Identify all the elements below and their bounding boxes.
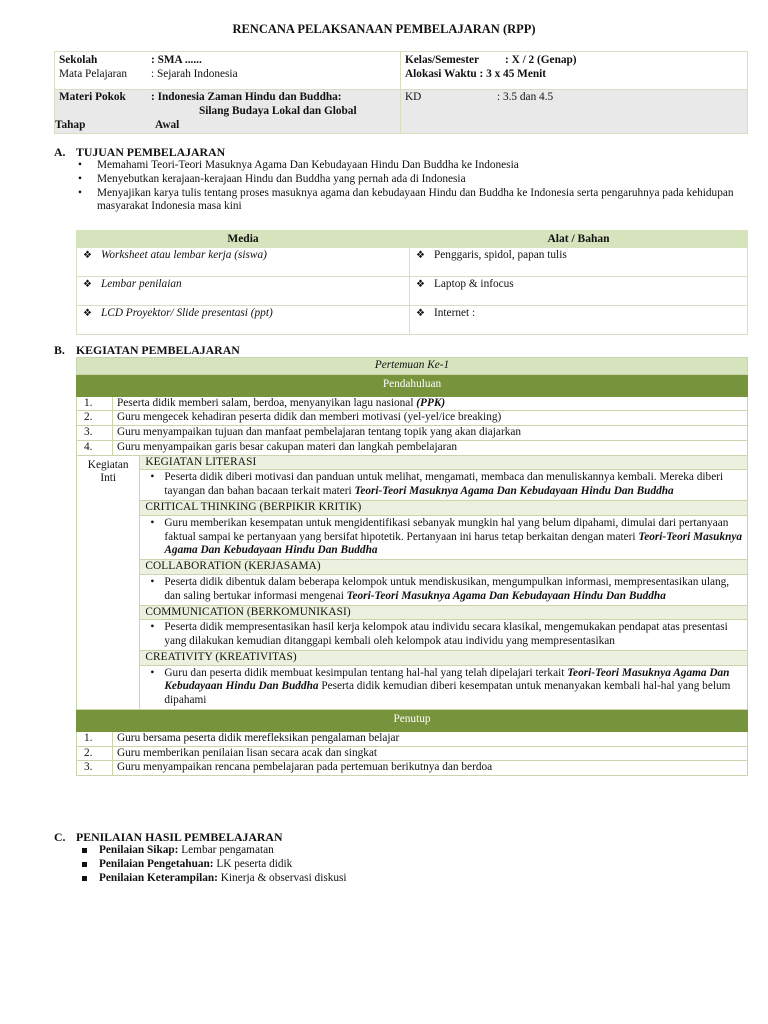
media-cell: [77, 306, 410, 335]
section-a-heading: [54, 145, 225, 159]
kd-label: KD: [405, 91, 422, 103]
penilaian-label: Penilaian Pengetahuan:: [99, 857, 214, 870]
square-bullet-icon: [82, 862, 87, 867]
bullet-icon: •: [150, 471, 155, 484]
alat-text: Laptop & infocus: [434, 278, 514, 291]
critical-heading: CRITICAL THINKING (BERPIKIR KRITIK): [140, 501, 748, 516]
tahap-label: Tahap: [55, 118, 86, 131]
tahap-value: Awal: [155, 118, 180, 131]
row-number: 2.: [77, 411, 113, 426]
communication-content: [140, 620, 748, 651]
bullet-icon: •: [150, 516, 155, 529]
tujuan-item: [76, 187, 748, 215]
pendahuluan-band: Pendahuluan: [77, 374, 748, 396]
creativity-text-tail: Peserta didik kemudian diberi kesempatan untuk menanyakan kembali hal-hal yang belum dipahami: [164, 680, 731, 707]
pendahuluan-row: [77, 426, 748, 441]
row-text-emphasis: (PPK): [416, 396, 446, 409]
penilaian-item: [78, 858, 738, 872]
tujuan-item-text: Menyebutkan kerajaan-kerajaan Hindu dan Buddha yang pernah ada di Indonesia: [97, 172, 466, 185]
alat-cell: [410, 306, 748, 335]
section-c-number: C.: [54, 830, 66, 844]
media-text: LCD Proyektor/ Slide presentasi (ppt): [101, 307, 273, 320]
alat-cell: [410, 277, 748, 306]
pendahuluan-row: [77, 440, 748, 455]
bullet-icon: •: [150, 666, 155, 679]
row-text-main: Peserta didik memberi salam, berdoa, menyanyikan lagu nasional: [117, 396, 417, 409]
media-text: Worksheet atau lembar kerja (siswa): [101, 249, 267, 262]
row-text: Guru mengecek kehadiran peserta didik dan memberi motivasi (yel-yel/ice breaking): [113, 411, 748, 426]
media-cell: [77, 248, 410, 277]
penilaian-item: [78, 844, 738, 858]
literasi-heading: KEGIATAN LITERASI: [140, 455, 748, 470]
section-b-heading: [54, 343, 240, 357]
alat-text: Penggaris, spidol, papan tulis: [434, 249, 567, 262]
critical-content: [140, 515, 748, 559]
critical-text: Guru memberikan kesempatan untuk mengidentifikasi sebanyak mungkin hal yang belum dipahami, dimulai dari pertanyaan faktual sampai ke pertanyaan yang bersifat hipotetik. Pertanyaan ini harus tetap berkaitan dengan materi: [164, 516, 729, 543]
kelas-label: Kelas/Semester: [405, 54, 480, 66]
square-bullet-icon: [82, 848, 87, 853]
row-number: 4.: [77, 440, 113, 455]
literasi-content: [140, 470, 748, 501]
bullet-icon: •: [150, 621, 155, 634]
literasi-emphasis: Teori-Teori Masuknya Agama Dan Kebudayaan Hindu Dan Buddha: [354, 485, 674, 498]
kegiatan-inti-label: [77, 455, 140, 709]
penutup-row: [77, 731, 748, 746]
collaboration-heading: COLLABORATION (KERJASAMA): [140, 560, 748, 575]
bullet-icon: •: [150, 575, 155, 588]
penilaian-item: [78, 872, 738, 886]
alokasi-value: : 3 x 45 Menit: [479, 67, 547, 80]
penilaian-value: LK peserta didik: [213, 857, 293, 870]
creativity-text: Guru dan peserta didik membuat kesimpulan tentang hal-hal yang telah dipelajari terkait: [164, 666, 568, 679]
penutup-row: [77, 761, 748, 776]
sekolah-value: : SMA ......: [151, 54, 202, 66]
penilaian-list: [78, 844, 738, 885]
identity-left-bottom: [55, 90, 401, 134]
materi-value-2: Silang Budaya Lokal dan Global: [199, 104, 357, 117]
creativity-heading: CREATIVITY (KREATIVITAS): [140, 650, 748, 665]
materi-label: Materi Pokok: [59, 91, 126, 103]
literasi-text: Peserta didik diberi motivasi dan panduan untuk melihat, mengamati, membaca dan menuliskannya kembali. Mereka diberi tayangan dan bahan bacaan terkait materi: [164, 471, 724, 498]
penilaian-label: Penilaian Keterampilan:: [99, 871, 218, 884]
identity-right-top: [401, 52, 748, 90]
materi-value-1: : Indonesia Zaman Hindu dan Buddha:: [151, 91, 342, 103]
row-text: Guru menyampaikan rencana pembelajaran pada pertemuan berikutnya dan berdoa: [113, 761, 748, 776]
row-text: Guru memberikan penilaian lisan secara acak dan singkat: [113, 746, 748, 761]
diamond-bullet-icon: ❖: [416, 308, 425, 320]
alokasi-label: Alokasi Waktu: [405, 67, 477, 80]
creativity-emphasis: Teori-Teori Masuknya Agama Dan Kebudayaan Hindu Dan Buddha: [164, 666, 730, 693]
mapel-value: : Sejarah Indonesia: [151, 67, 238, 80]
collaboration-emphasis: Teori-Teori Masuknya Agama Dan Kebudayaan Hindu Dan Buddha: [346, 589, 666, 602]
bullet-icon: •: [78, 172, 82, 185]
row-text: [113, 396, 748, 411]
row-text: Guru menyampaikan garis besar cakupan materi dan langkah pembelajaran: [113, 440, 748, 455]
mapel-label: Mata Pelajaran: [59, 67, 128, 80]
diamond-bullet-icon: ❖: [83, 279, 92, 291]
inti-label-line-2: Inti: [100, 472, 117, 485]
media-header: Media: [77, 231, 410, 248]
row-number: 2.: [77, 746, 113, 761]
row-text: Guru bersama peserta didik merefleksikan pengalaman belajar: [113, 731, 748, 746]
communication-text: Peserta didik mempresentasikan hasil kerja kelompok atau individu secara klasikal, mengemukakan pendapat atas presentasi yang dilakukan kemudian ditanggapi kembali oleh kelompok atau individu yang mempresentasikan: [164, 621, 728, 648]
square-bullet-icon: [82, 876, 87, 881]
section-b-number: B.: [54, 343, 65, 357]
alat-text: Internet :: [434, 307, 476, 320]
sekolah-label: Sekolah: [59, 54, 98, 66]
media-cell: [77, 277, 410, 306]
penutup-row: [77, 746, 748, 761]
row-number: 1.: [77, 396, 113, 411]
tujuan-item-text: Memahami Teori-Teori Masuknya Agama Dan Kebudayaan Hindu Dan Buddha ke Indonesia: [97, 159, 519, 171]
bullet-icon: •: [78, 159, 82, 171]
kegiatan-table: [76, 357, 748, 776]
communication-heading: COMMUNICATION (BERKOMUNIKASI): [140, 605, 748, 620]
section-b-title: KEGIATAN PEMBELAJARAN: [76, 343, 240, 357]
media-table: [76, 230, 748, 335]
row-number: 3.: [77, 761, 113, 776]
diamond-bullet-icon: ❖: [83, 250, 92, 262]
section-c-title: PENILAIAN HASIL PEMBELAJARAN: [76, 830, 283, 844]
tujuan-item: [76, 159, 748, 173]
section-a-number: A.: [54, 145, 66, 159]
penilaian-value: Kinerja & observasi diskusi: [217, 871, 347, 884]
inti-label-line-1: Kegiatan: [87, 458, 129, 471]
penilaian-label: Penilaian Sikap:: [99, 844, 179, 856]
page-title: RENCANA PELAKSANAAN PEMBELAJARAN (RPP): [232, 22, 536, 36]
alat-header: Alat / Bahan: [410, 231, 748, 248]
meeting-row: Pertemuan Ke-1: [77, 358, 748, 375]
row-number: 3.: [77, 426, 113, 441]
tujuan-item: [76, 173, 748, 187]
section-a-title: TUJUAN PEMBELAJARAN: [76, 145, 226, 159]
penilaian-value: Lembar pengamatan: [178, 844, 274, 856]
pendahuluan-row: [77, 411, 748, 426]
identity-left-top: [55, 52, 401, 90]
pendahuluan-row: [77, 396, 748, 411]
creativity-content: [140, 665, 748, 709]
collaboration-content: [140, 574, 748, 605]
row-text: Guru menyampaikan tujuan dan manfaat pembelajaran tentang topik yang akan diajarkan: [113, 426, 748, 441]
diamond-bullet-icon: ❖: [416, 250, 425, 262]
identity-table: [54, 51, 748, 134]
collaboration-text: Peserta didik dibentuk dalam beberapa kelompok untuk mendiskusikan, mengumpulkan informasi, mempresentasikan ulang, dan saling bertukar informasi mengenai: [164, 575, 730, 602]
tujuan-item-text: Menyajikan karya tulis tentang proses masuknya agama dan kebudayaan Hindu dan Buddha ke Indonesia serta pengaruhnya pada kehidupan masyarakat Indonesia masa kini: [97, 186, 734, 213]
identity-right-bottom: [401, 90, 748, 134]
penutup-band: Penutup: [77, 709, 748, 731]
row-number: 1.: [77, 731, 113, 746]
kelas-value: : X / 2 (Genap): [505, 54, 577, 66]
tujuan-list: [76, 159, 748, 214]
diamond-bullet-icon: ❖: [83, 308, 92, 320]
bullet-icon: •: [78, 186, 82, 199]
alat-cell: [410, 248, 748, 277]
section-c-heading: [54, 830, 282, 844]
diamond-bullet-icon: ❖: [416, 279, 425, 291]
kd-value: : 3.5 dan 4.5: [497, 91, 554, 103]
critical-emphasis: Teori-Teori Masuknya Agama Dan Kebudayaan Hindu Dan Buddha: [164, 530, 743, 557]
media-text: Lembar penilaian: [101, 278, 182, 291]
